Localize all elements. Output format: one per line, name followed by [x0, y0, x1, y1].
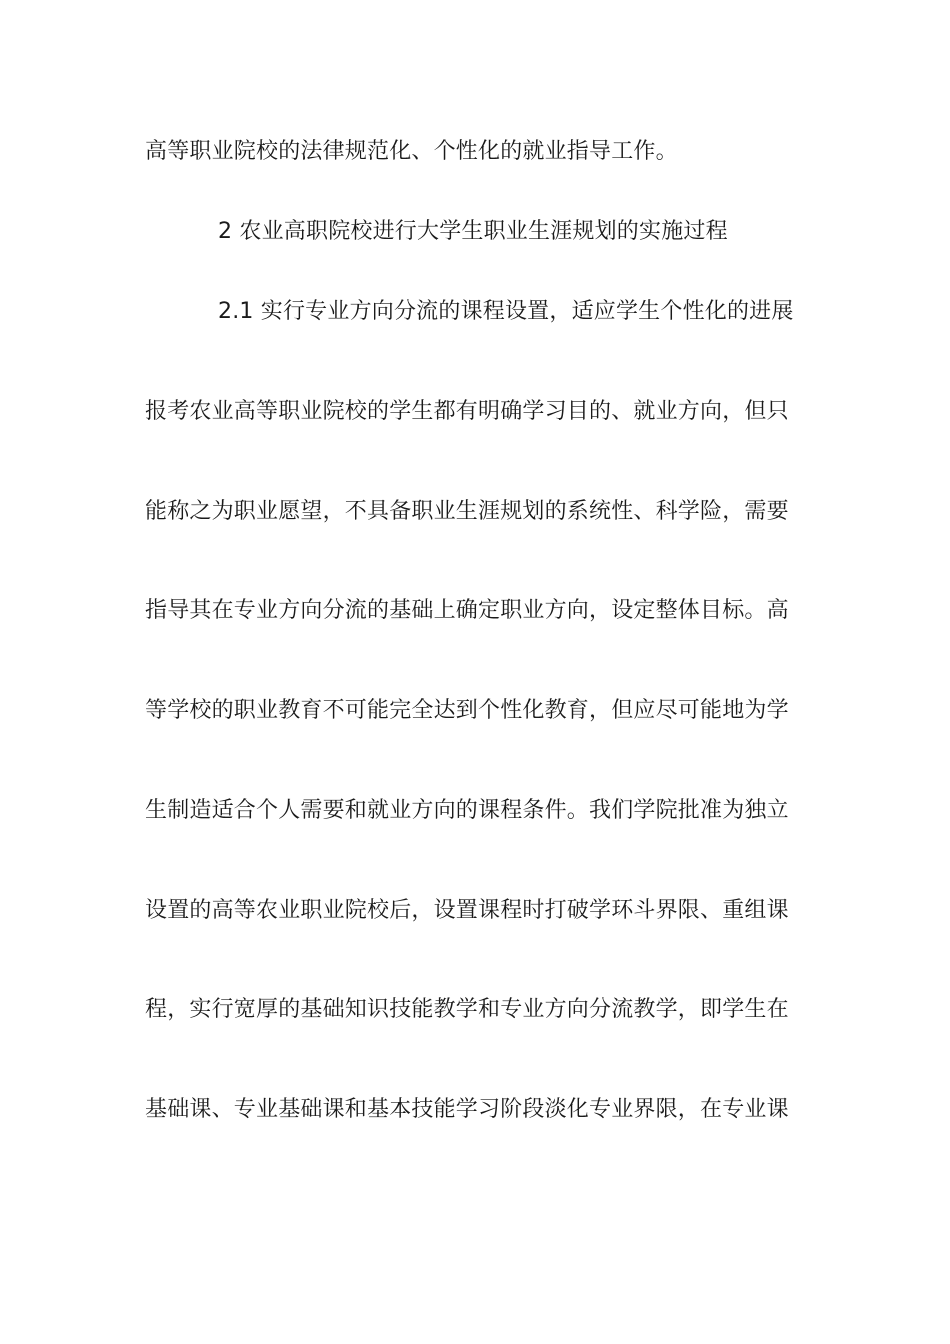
subsection-heading: 2.1 实行专业方向分流的课程设置，适应学生个性化的进展 — [218, 299, 794, 324]
paragraph-line: 基础课、专业基础课和基本技能学习阶段淡化专业界限，在专业课 — [145, 1097, 789, 1122]
paragraph-line: 报考农业高等职业院校的学生都有明确学习目的、就业方向，但只 — [145, 399, 789, 424]
paragraph-line: 生制造适合个人需要和就业方向的课程条件。我们学院批准为独立 — [145, 798, 789, 823]
paragraph-line: 设置的高等农业职业院校后，设置课程时打破学环斗界限、重组课 — [145, 898, 789, 923]
paragraph-line: 能称之为职业愿望，不具备职业生涯规划的系统性、科学险，需要 — [145, 499, 789, 524]
paragraph-line: 指导其在专业方向分流的基础上确定职业方向，设定整体目标。高 — [145, 598, 789, 623]
paragraph-line: 高等职业院校的法律规范化、个性化的就业指导工作。 — [145, 139, 678, 164]
paragraph-line: 程，实行宽厚的基础知识技能教学和专业方向分流教学，即学生在 — [145, 997, 789, 1022]
section-heading: 2 农业高职院校进行大学生职业生涯规划的实施过程 — [218, 219, 728, 244]
paragraph-line: 等学校的职业教育不可能完全达到个性化教育，但应尽可能地为学 — [145, 698, 789, 723]
